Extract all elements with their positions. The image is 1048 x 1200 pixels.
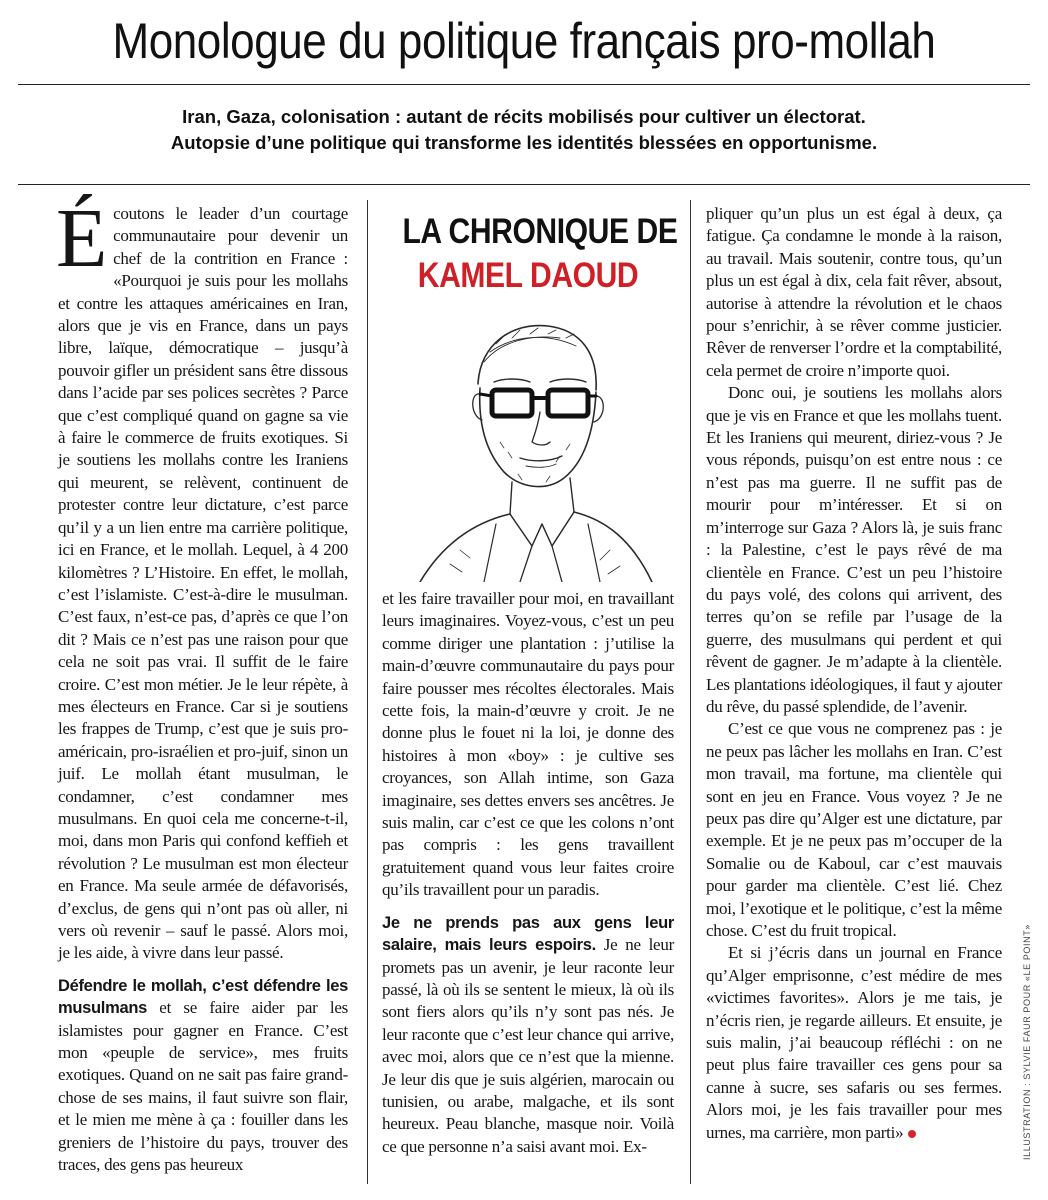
column-divider xyxy=(367,200,368,1184)
article-column-1 xyxy=(56,192,348,1176)
author-name: KAMEL DAOUD xyxy=(417,256,639,295)
paragraph xyxy=(58,975,348,1177)
paragraph-lead: Défendre le mollah, c’est défendre les musulmans xyxy=(58,976,348,1018)
paragraph: pliquer qu’un plus un est égal à deux, ça fatigue. Ça condamne le monde à la raison, au travail. Mais soutenir, contre tous, qu’un plus un est égal à dix, cela fait rêver, absout, autorise à attendre la révolution et le chaos pour s’enrichir, à se rêver comme justicier. Rêver de renverser l’ordre et la comptabilité, cela permet de croire n’importe quoi. xyxy=(706,204,1002,380)
article-column-3 xyxy=(706,203,1002,1144)
paragraph-text: coutons le leader d’un courtage communautaire pour devenir un chef de la contrition en France : «Pourquoi je suis pour les mollahs et contre les attaques américaines en Iran, alors que je vis en France, dans un pays libre, laïque, démocratique – jusqu’à pouvoir gifler un président sans être dissous dans l’acide par ses polices secrètes ? Parce que c’est compliqué quand on gagne sa vie à faire le commerce de fruits exotiques. Si je soutiens les mollahs contre les Iraniens qui meurent, se relèvent, continuent de protester contre leur dictature, c’est parce qu’il y a un lien entre ma carrière politique, ici en France, et le mollah. Lequel, à 4 200 kilomètres ? L’Histoire. En effet, le mollah, c’est l’islamiste. C’est-à-dire le musulman. C’est faux, n’est-ce pas, d’après ce que l’on dit ? Mais ce n’est pas une raison pour que cela ne soit pas vrai. Il suffit de le faire croire. C’est mon métier. Je le leur répète, à mes électeurs en France. Car si je soutiens les frappes de Trump, c’est que je suis pro-américain, pro-israélien et pro-juif, sinon un juif. Le mollah étant musulman, le condamner, c’est condamner mes musulmans. En quoi cela me concerne-t-il, moi, dans mon Paris qui confond keffieh et révolution ? Le musulman est mon électeur en France. Ma seule armée de défavorisés, d’exclus, de gens qui n’ont pas où aller, ni vers où revenir – sauf le passé. Alors moi, je les aide, à vivre dans leur passé. xyxy=(58,204,348,963)
column-divider xyxy=(690,200,691,1184)
paragraph xyxy=(706,942,1002,1144)
end-mark-dot xyxy=(908,1130,916,1138)
paragraph-lead: Je ne prends pas aux gens leur salaire, mais leurs espoirs. xyxy=(382,913,674,955)
article-column-2 xyxy=(382,588,674,1158)
deck xyxy=(0,104,1048,156)
deck-rule xyxy=(18,184,1030,185)
column-label-line-1: LA CHRONIQUE DE xyxy=(402,212,678,251)
deck-line-1: Iran, Gaza, colonisation : autant de récits mobilisés pour cultiver un électorat. xyxy=(182,106,866,127)
paragraph: Donc oui, je soutiens les mollahs alors que je vis en France et que les mollahs tuent. Et les Iraniens qui meurent, diriez-vous ? Je vous réponds, puisqu’on est entre nous : ce n’est pas ma guerre. Il ne suffit pas de mourir pour m’intéresser. Et si on m’interroge sur Gaza ? Alors là, je suis franc : la Palestine, c’est le pays rêvé de ma clientèle en France. C’est un peu l’histoire du pays volé, des colons qui arrivent, des terres qu’on se refile par l’usage de la guerre, des musulmans qui perdent et qui rêvent de gagner. Je m’adapte à la clientèle. Les plantations idéologiques, il faut y ajouter du rêve, du passé splendide, de l’avenir. xyxy=(706,383,1002,716)
top-rule xyxy=(18,84,1030,85)
paragraph: et les faire travailler pour moi, en travaillant leurs imaginaires. Voyez-vous, c’est un peu comme diriger une plantation : j’utilise la main-d’œuvre communautaire du pays pour faire pousser mes récoltes électorales. Mais cette fois, la main-d’œuvre y croit. Je ne donne plus le fouet ni la loi, je donne des histoires à mon «boy» : je cultive ses croyances, son Allah intime, son Gaza imaginaire, ses dettes envers ses ancêtres. Je suis malin, car c’est ce que les colons n’ont pas compris : les gens travaillent gratuitement quand vous leur faites croire qu’ils travaillent pour un paradis. xyxy=(382,589,674,900)
author-portrait-illustration xyxy=(400,292,660,582)
column-label xyxy=(382,210,678,298)
paragraph-text: Je ne leur promets pas un avenir, je leur raconte leur passé, là où ils se sentent le mieux, là où ils sont fiers alors qu’ils n’y sont pas nés. Je leur raconte que c’est leur chance qui arrive, avec moi, alors que ce n’est que la mienne. Je leur dis que je suis algérien, marocain ou tunisien, ou arabe, malgache, et ils sont heureux. Peau blanche, masque noir. Voilà ce que personne n’a saisi avant moi. Ex- xyxy=(382,935,675,1156)
paragraph-text: et se faire aider par les islamistes pour gagner en France. C’est mon «peuple de service», mes fruits exotiques. Quand on ne sait pas faire grand-chose de ses mains, il faut suivre son flair, et le mien me mène à ça : fouiller dans les greniers de l’histoire du pays, trouver des traces, des gens pas heureux xyxy=(58,998,348,1175)
illustration-credit: ILLUSTRATION : SYLVIE FAUR POUR «LE POINT» xyxy=(1022,924,1032,1160)
paragraph-text: Et si j’écris dans un journal en France qu’Alger emprisonne, c’est médire de mes «victimes favorites». Alors je me tais, je n’écris rien, je regarde ailleurs. Et ensuite, je suis malin, j’ai beaucoup réfléchi : on ne peut plus faire travailler ces gens pour sa canne à sucre, ses safaris ou ses fermes. Alors moi, je les fais travailler pour mes urnes, ma carrière, mon parti» xyxy=(706,943,1002,1142)
headline: Monologue du politique français pro-mollah xyxy=(112,13,936,69)
paragraph xyxy=(382,912,674,1158)
paragraph xyxy=(56,192,348,965)
paragraph: C’est ce que vous ne comprenez pas : je ne peux pas lâcher les mollahs en Iran. C’est mon travail, ma fortune, ma clientèle qui sont en jeu en France. Vous voyez ? Je ne peux pas dire qu’Alger est une dictature, par exemple. Et je ne peux pas m’occuper de la Somalie ou de Kaboul, car c’est mauvais pour garder ma clientèle. C’est lié. Chez moi, l’exotique et le politique, c’est la même chose. C’est du fruit tropical. xyxy=(706,719,1002,940)
deck-line-2: Autopsie d’une politique qui transforme les identités blessées en opportunisme. xyxy=(170,132,878,153)
drop-cap: É xyxy=(56,192,108,285)
